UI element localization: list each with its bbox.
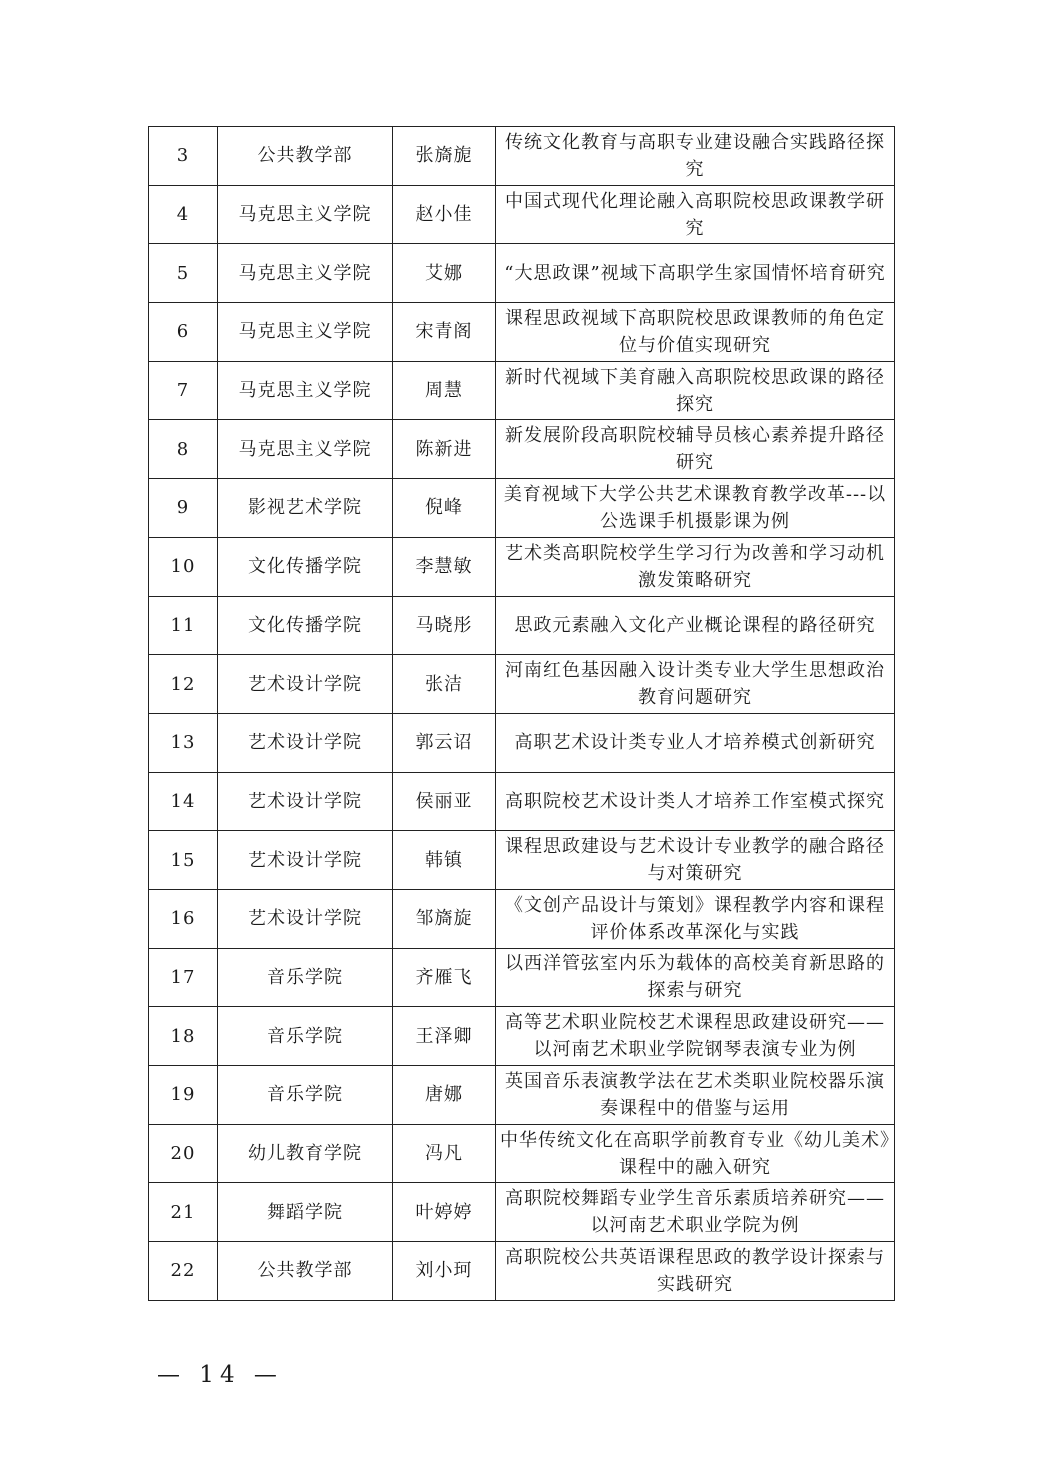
department-cell-text: 音乐学院 [267,1084,343,1106]
author-name-cell-text: 冯凡 [425,1143,463,1165]
author-name-cell-text: 陈新进 [415,438,473,460]
row-number-text: 17 [170,966,196,988]
author-name-cell [393,185,496,244]
table-row [149,185,895,244]
row-number-text: 5 [176,262,190,284]
department-cell [218,185,393,244]
project-title-cell-text: 高职艺术设计类专业人才培养模式创新研究 [514,732,876,754]
project-title-cell [496,244,895,303]
department-cell-text: 公共教学部 [257,1260,353,1282]
author-name-cell-text: 齐雁飞 [415,966,473,988]
row-number-text: 8 [176,438,190,460]
department-cell [218,655,393,714]
author-name-cell-text: 宋青阁 [415,321,473,343]
row-number [149,1007,218,1066]
author-name-cell-text: 侯丽亚 [415,790,473,812]
author-name-cell [393,1124,496,1183]
project-title-cell [496,1007,895,1066]
author-name-cell [393,831,496,890]
table-row [149,596,895,655]
department-cell-text: 幼儿教育学院 [248,1143,362,1165]
department-cell [218,537,393,596]
table-row [149,1242,895,1301]
department-cell [218,1124,393,1183]
page-number: — 14 — [157,1362,283,1388]
author-name-cell-text: 唐娜 [425,1084,463,1106]
row-number-text: 16 [170,908,196,930]
project-title-cell [496,361,895,420]
author-name-cell [393,1007,496,1066]
author-name-cell-text: 王泽卿 [415,1025,473,1047]
project-title-cell [496,655,895,714]
row-number-text: 6 [176,321,190,343]
row-number [149,303,218,362]
project-title-cell [496,420,895,479]
author-name-cell-text: 艾娜 [425,262,463,284]
row-number [149,1242,218,1301]
project-title-cell-text: 高职院校舞蹈专业学生音乐素质培养研究——以河南艺术职业学院为例 [505,1188,885,1237]
department-cell-text: 公共教学部 [257,145,353,167]
department-cell [218,713,393,772]
department-cell [218,1183,393,1242]
author-name-cell [393,1066,496,1125]
department-cell-text: 音乐学院 [267,1025,343,1047]
department-cell [218,361,393,420]
row-number [149,713,218,772]
department-cell-text: 艺术设计学院 [248,732,362,754]
project-title-cell-text: 英国音乐表演教学法在艺术类职业院校器乐演奏课程中的借鉴与运用 [505,1070,885,1119]
row-number [149,1183,218,1242]
author-name-cell-text: 张洁 [425,673,463,695]
department-cell [218,1066,393,1125]
project-title-cell [496,303,895,362]
project-title-cell [496,1242,895,1301]
author-name-cell [393,772,496,831]
project-title-cell [496,772,895,831]
author-name-cell-text: 刘小珂 [415,1260,473,1282]
department-cell [218,596,393,655]
row-number-text: 20 [170,1143,196,1165]
department-cell [218,244,393,303]
department-cell [218,1007,393,1066]
project-title-cell [496,889,895,948]
project-table-body [149,127,895,1301]
row-number-text: 21 [170,1201,196,1223]
project-title-cell-text: 高等艺术职业院校艺术课程思政建设研究——以河南艺术职业学院钢琴表演专业为例 [505,1012,885,1061]
row-number [149,185,218,244]
table-row [149,772,895,831]
row-number [149,772,218,831]
row-number [149,127,218,186]
row-number-text: 10 [170,556,196,578]
row-number-text: 7 [176,380,190,402]
department-cell-text: 影视艺术学院 [248,497,362,519]
project-title-cell-text: 思政元素融入文化产业概论课程的路径研究 [514,614,876,636]
project-title-cell [496,1124,895,1183]
department-cell [218,948,393,1007]
table-row [149,655,895,714]
author-name-cell-text: 邹旖旋 [415,908,473,930]
project-title-cell-text: 中华传统文化在高职学前教育专业《幼儿美术》课程中的融入研究 [500,1129,890,1178]
row-number [149,361,218,420]
author-name-cell [393,1183,496,1242]
author-name-cell-text: 周慧 [425,380,463,402]
project-title-cell-text: 新发展阶段高职院校辅导员核心素养提升路径研究 [505,425,885,474]
row-number-text: 9 [176,497,190,519]
project-title-cell [496,1183,895,1242]
department-cell [218,889,393,948]
department-cell-text: 马克思主义学院 [238,438,372,460]
project-title-cell-text: 高职院校艺术设计类人才培养工作室模式探究 [505,790,885,812]
author-name-cell-text: 李慧敏 [415,556,473,578]
author-name-cell [393,361,496,420]
department-cell-text: 马克思主义学院 [238,262,372,284]
project-title-cell [496,479,895,538]
author-name-cell-text: 马晓彤 [415,614,473,636]
project-title-cell-text: 课程思政视域下高职院校思政课教师的角色定位与价值实现研究 [505,307,885,356]
project-title-cell-text: 艺术类高职院校学生学习行为改善和学习动机激发策略研究 [505,542,885,591]
row-number [149,889,218,948]
row-number-text: 14 [170,790,196,812]
department-cell [218,772,393,831]
row-number-text: 19 [170,1084,196,1106]
project-title-cell [496,948,895,1007]
author-name-cell-text: 倪峰 [425,497,463,519]
department-cell-text: 艺术设计学院 [248,849,362,871]
author-name-cell [393,420,496,479]
project-table [148,126,895,1301]
table-row [149,244,895,303]
department-cell [218,1242,393,1301]
row-number [149,244,218,303]
author-name-cell-text: 韩镇 [425,849,463,871]
row-number [149,537,218,596]
department-cell-text: 马克思主义学院 [238,204,372,226]
department-cell [218,420,393,479]
table-row [149,713,895,772]
table-row [149,537,895,596]
author-name-cell [393,889,496,948]
author-name-cell [393,713,496,772]
department-cell-text: 艺术设计学院 [248,673,362,695]
row-number [149,1124,218,1183]
row-number-text: 15 [170,849,196,871]
project-title-cell [496,185,895,244]
author-name-cell [393,244,496,303]
project-title-cell [496,831,895,890]
author-name-cell-text: 赵小佳 [415,204,473,226]
table-row [149,1007,895,1066]
project-title-cell [496,596,895,655]
department-cell-text: 艺术设计学院 [248,908,362,930]
row-number-text: 12 [170,673,196,695]
table-row [149,479,895,538]
department-cell [218,479,393,538]
row-number [149,831,218,890]
author-name-cell [393,948,496,1007]
author-name-cell-text: 叶婷婷 [415,1201,473,1223]
author-name-cell [393,537,496,596]
row-number-text: 11 [170,614,196,636]
department-cell-text: 艺术设计学院 [248,790,362,812]
project-title-cell [496,1066,895,1125]
table-row [149,1066,895,1125]
author-name-cell [393,303,496,362]
project-title-cell-text: “大思政课”视域下高职学生家国情怀培育研究 [504,262,886,284]
project-title-cell [496,537,895,596]
row-number-text: 13 [170,732,196,754]
project-title-cell-text: 课程思政建设与艺术设计专业教学的融合路径与对策研究 [505,836,885,885]
department-cell-text: 音乐学院 [267,966,343,988]
table-row [149,831,895,890]
author-name-cell [393,479,496,538]
table-row [149,361,895,420]
author-name-cell-text: 张旖旎 [415,145,473,167]
author-name-cell [393,127,496,186]
department-cell-text: 马克思主义学院 [238,321,372,343]
row-number [149,596,218,655]
author-name-cell [393,1242,496,1301]
project-title-cell [496,127,895,186]
project-title-cell-text: 中国式现代化理论融入高职院校思政课教学研究 [505,190,885,239]
project-title-cell-text: 河南红色基因融入设计类专业大学生思想政治教育问题研究 [505,660,885,709]
table-row [149,420,895,479]
project-title-cell-text: 新时代视域下美育融入高职院校思政课的路径探究 [505,366,885,415]
project-title-cell [496,713,895,772]
row-number [149,420,218,479]
row-number [149,1066,218,1125]
row-number [149,948,218,1007]
department-cell-text: 文化传播学院 [248,614,362,636]
department-cell-text: 马克思主义学院 [238,380,372,402]
project-title-cell-text: 以西洋管弦室内乐为载体的高校美育新思路的探索与研究 [505,953,885,1002]
table-row [149,948,895,1007]
department-cell-text: 文化传播学院 [248,556,362,578]
project-title-cell-text: 高职院校公共英语课程思政的教学设计探索与实践研究 [505,1246,885,1295]
row-number-text: 18 [170,1025,196,1047]
table-row [149,1183,895,1242]
row-number-text: 4 [176,204,190,226]
department-cell-text: 舞蹈学院 [267,1201,343,1223]
table-row [149,127,895,186]
project-title-cell-text: 传统文化教育与高职专业建设融合实践路径探究 [505,131,885,180]
author-name-cell [393,655,496,714]
department-cell [218,831,393,890]
row-number [149,655,218,714]
author-name-cell [393,596,496,655]
project-title-cell-text: 《文创产品设计与策划》课程教学内容和课程评价体系改革深化与实践 [505,894,885,943]
department-cell [218,127,393,186]
department-cell [218,303,393,362]
table-row [149,1124,895,1183]
table-row [149,303,895,362]
author-name-cell-text: 郭云诏 [415,732,473,754]
table-row [149,889,895,948]
row-number-text: 22 [170,1260,196,1282]
row-number-text: 3 [176,145,190,167]
row-number [149,479,218,538]
project-title-cell-text: 美育视域下大学公共艺术课教育教学改革---以公选课手机摄影课为例 [503,483,887,532]
